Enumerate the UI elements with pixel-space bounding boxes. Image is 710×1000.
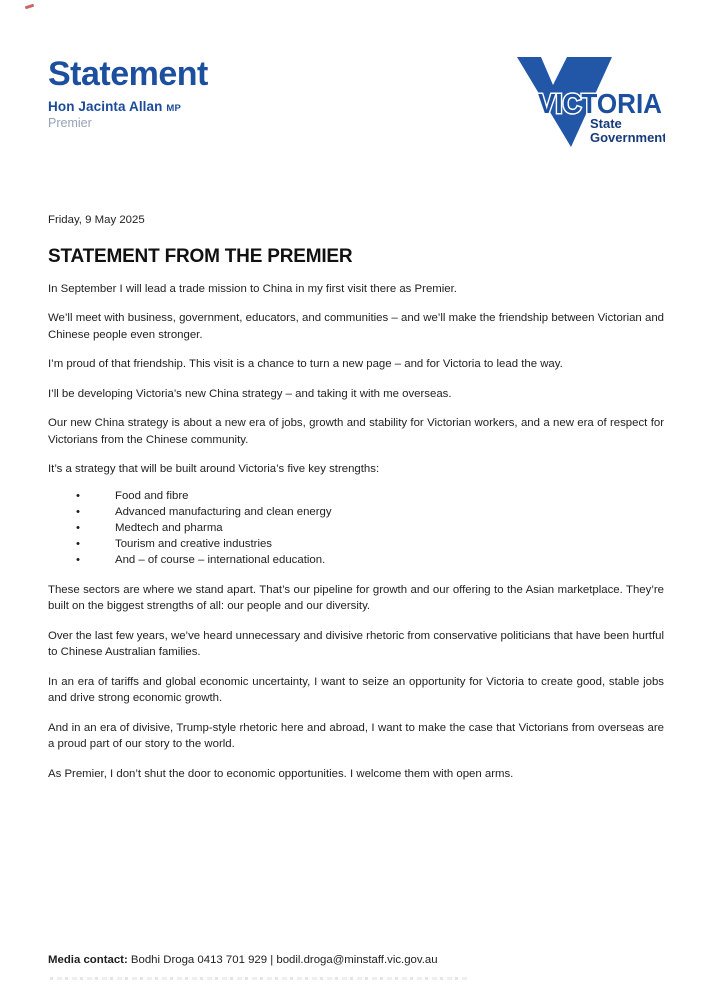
date-line: Friday, 9 May 2025 xyxy=(48,214,145,226)
paragraph: In September I will lead a trade mission to China in my first visit there as Premier. xyxy=(48,282,457,295)
logo-sub-line2: Government xyxy=(590,130,665,145)
media-contact-label: Media contact: xyxy=(48,954,128,966)
author-name: Hon Jacinta Allan xyxy=(48,99,163,114)
masthead xyxy=(48,55,208,130)
list-item-text: Advanced manufacturing and clean energy xyxy=(115,505,332,518)
list-item xyxy=(48,536,664,552)
paragraph: I’m proud of that friendship. This visit is a chance to turn a new page – and for Victoria to lead the way. xyxy=(48,358,563,370)
list-item-text: Food and fibre xyxy=(115,489,189,502)
paragraph: Our new China strategy is about a new era of jobs, growth and stability for Victorian workers, and a new era of respect for Victorians from the Chinese community. xyxy=(48,417,664,446)
key-strengths-list xyxy=(48,488,664,569)
paragraph: These sectors are where we stand apart. That’s our pipeline for growth and our offering to the Asian marketplace. They’re built on the biggest strengths of all: our people and our diversity. xyxy=(48,583,664,613)
list-item-text: Tourism and creative industries xyxy=(115,538,273,551)
masthead-role: Premier xyxy=(48,116,92,130)
paragraph: I’ll be developing Victoria’s new China strategy – and taking it with me overseas. xyxy=(48,387,452,400)
paragraph: We’ll meet with business, government, educators, and communities – and we’ll make the friendship between Victorian and Chinese people even stronger. xyxy=(48,312,664,341)
faint-footnote-text xyxy=(50,977,470,980)
masthead-author xyxy=(48,99,208,114)
paragraph: It’s a strategy that will be built around Victoria’s five key strengths: xyxy=(48,463,380,475)
document-body xyxy=(48,199,664,782)
logo-sub-line1: State xyxy=(590,116,622,131)
masthead-title: Statement xyxy=(48,55,208,93)
paragraph: Over the last few years, we’ve heard unnecessary and divisive rhetoric from conservative politicians that have been hurtful to Chinese Australian families. xyxy=(48,629,664,659)
list-item-text: Medtech and pharma xyxy=(115,521,223,534)
list-item-text: And – of course – international education. xyxy=(115,554,326,567)
logo-wordmark: VICTORIA xyxy=(538,88,662,119)
paragraph: And in an era of divisive, Trump-style rhetoric here and abroad, I want to make the case that Victorians from overseas are a proud part of our story to the world. xyxy=(48,721,664,751)
media-contact-line xyxy=(48,953,438,967)
list-item xyxy=(48,520,664,536)
list-item xyxy=(48,552,664,568)
victoria-triangle-icon xyxy=(515,55,665,150)
paragraph: As Premier, I don’t shut the door to economic opportunities. I welcome them with open arms. xyxy=(48,767,514,780)
list-item xyxy=(48,504,664,520)
victoria-state-government-logo xyxy=(515,55,665,150)
list-item xyxy=(48,488,664,504)
author-postnominal: MP xyxy=(166,103,182,114)
paragraph: In an era of tariffs and global economic uncertainty, I want to seize an opportunity for Victoria to create good, stable jobs and drive strong economic growth. xyxy=(48,675,664,705)
media-contact-details: Bodhi Droga 0413 701 929 | bodil.droga@minstaff.vic.gov.au xyxy=(127,954,438,966)
page-title: STATEMENT FROM THE PREMIER xyxy=(48,245,353,267)
red-pen-mark xyxy=(25,4,34,10)
